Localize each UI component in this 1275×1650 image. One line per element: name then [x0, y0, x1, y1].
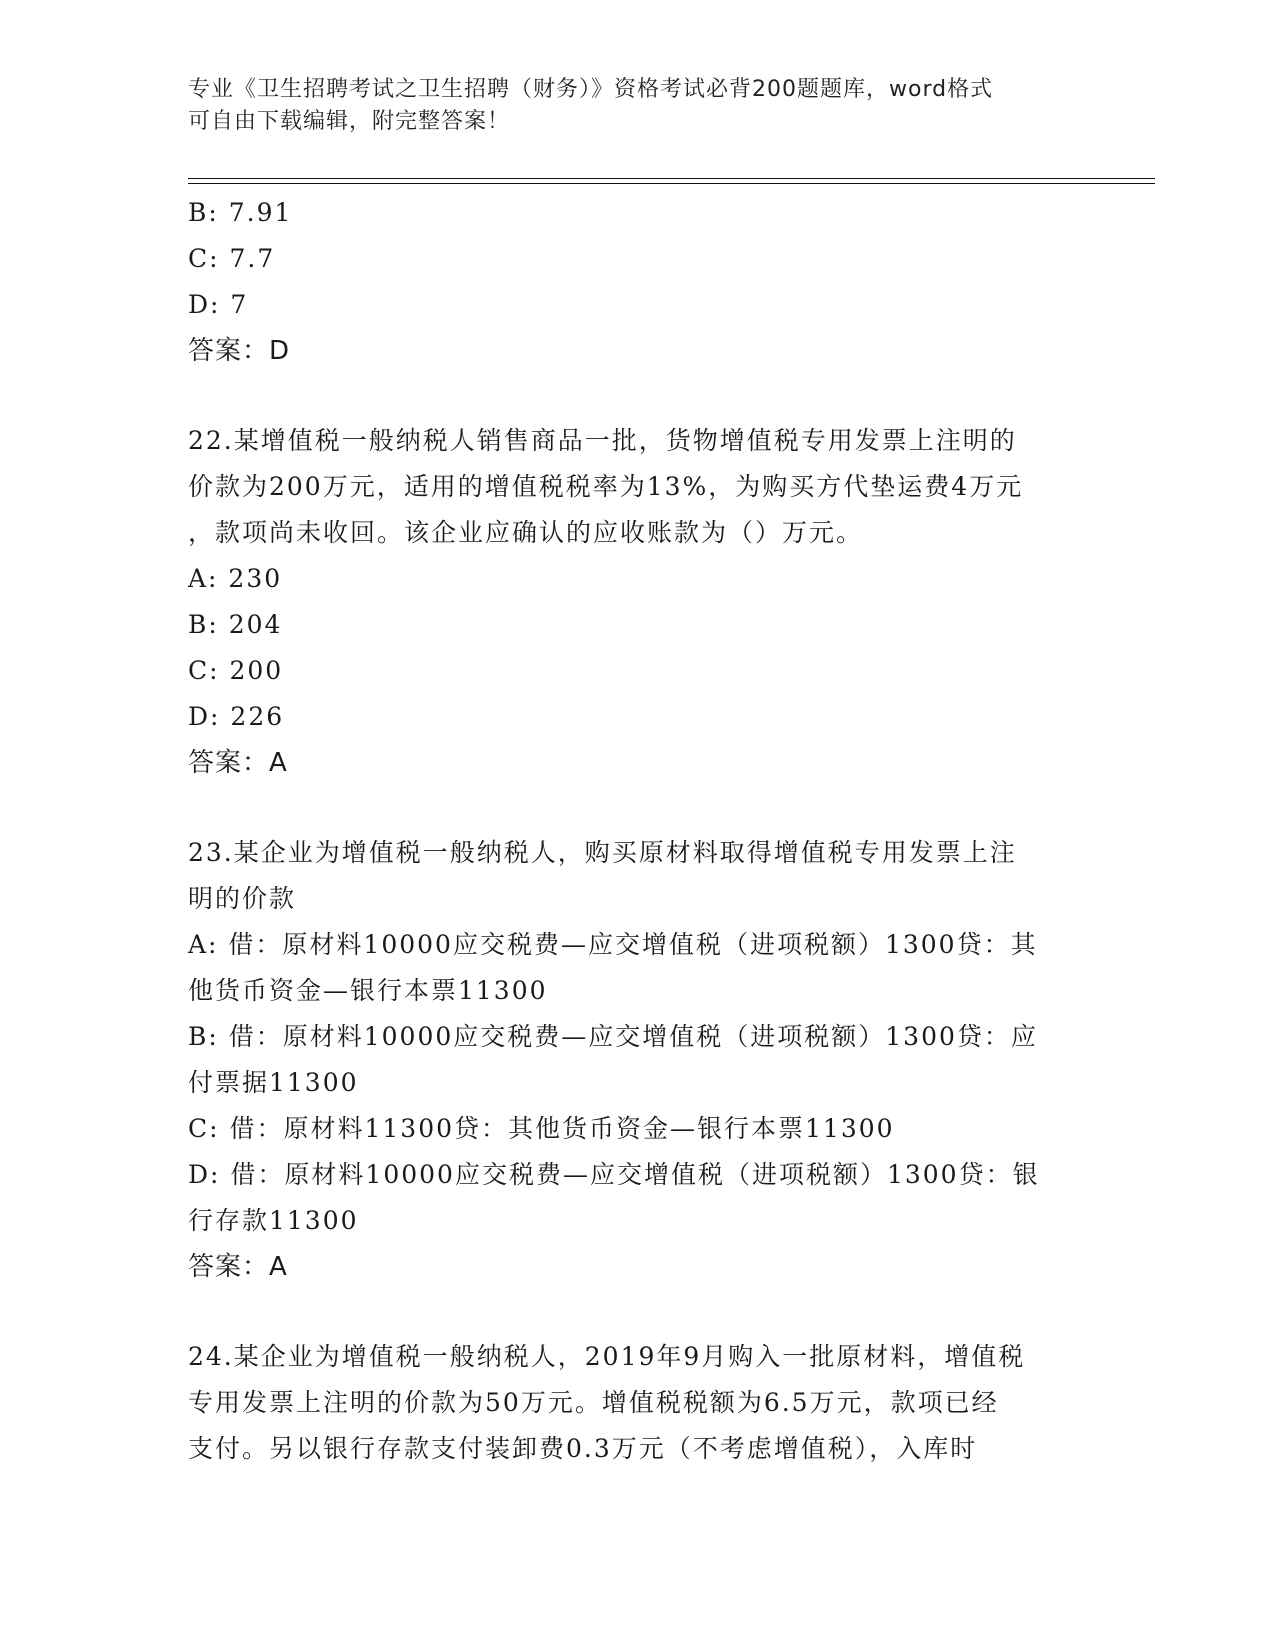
question-stem-line: 23.某企业为增值税一般纳税人，购买原材料取得增值税专用发票上注 — [188, 838, 1017, 867]
header-rule-bottom — [188, 183, 1155, 184]
question-stem-line: 专用发票上注明的价款为50万元。增值税税额为6.5万元，款项已经 — [188, 1388, 999, 1417]
question-stem-line: 价款为200万元，适用的增值税税率为13%，为购买方代垫运费4万元 — [188, 472, 1024, 501]
question-stem-line: ，款项尚未收回。该企业应确认的应收账款为（）万元。 — [188, 518, 864, 547]
option-d: D: 借：原材料10000应交税费—应交增值税（进项税额）1300贷：银 — [188, 1160, 1040, 1189]
option-b: B: 7.91 — [188, 198, 293, 227]
question-22-block — [188, 418, 1088, 786]
header-line-1: 专业《卫生招聘考试之卫生招聘（财务）》资格考试必背200题题库，word格式 — [188, 77, 994, 102]
question-23-block — [188, 830, 1088, 1290]
option-d: D: 7 — [188, 290, 249, 319]
option-c: C: 借：原材料11300贷：其他货币资金—银行本票11300 — [188, 1114, 895, 1143]
question-spacer — [188, 374, 1088, 418]
page-header — [188, 74, 1088, 138]
option-d-continued: 行存款11300 — [188, 1206, 359, 1235]
question-24-block — [188, 1334, 1088, 1472]
question-content — [188, 190, 1088, 1472]
question-stem-line: 明的价款 — [188, 884, 297, 913]
question-spacer — [188, 1290, 1088, 1334]
question-spacer — [188, 786, 1088, 830]
question-21-block — [188, 190, 1088, 374]
question-stem-line: 支付。另以银行存款支付装卸费0.3万元（不考虑增值税），入库时 — [188, 1434, 978, 1463]
option-a: A: 借：原材料10000应交税费—应交增值税（进项税额）1300贷：其 — [188, 930, 1038, 959]
option-b: B: 204 — [188, 610, 283, 639]
option-b-continued: 付票据11300 — [188, 1068, 359, 1097]
question-stem-line: 24.某企业为增值税一般纳税人，2019年9月购入一批原材料，增值税 — [188, 1342, 1026, 1371]
header-rule-top — [188, 178, 1155, 179]
option-c: C: 7.7 — [188, 244, 276, 273]
option-c: C: 200 — [188, 656, 284, 685]
question-stem-line: 22.某增值税一般纳税人销售商品一批，货物增值税专用发票上注明的 — [188, 426, 1017, 455]
option-d: D: 226 — [188, 702, 285, 731]
answer-line: 答案：A — [188, 748, 288, 778]
answer-line: 答案：D — [188, 336, 291, 366]
option-b: B: 借：原材料10000应交税费—应交增值税（进项税额）1300贷：应 — [188, 1022, 1038, 1051]
header-line-2: 可自由下载编辑，附完整答案！ — [188, 109, 511, 134]
option-a-continued: 他货币资金—银行本票11300 — [188, 976, 548, 1005]
option-a: A: 230 — [188, 564, 283, 593]
answer-line: 答案：A — [188, 1252, 288, 1282]
